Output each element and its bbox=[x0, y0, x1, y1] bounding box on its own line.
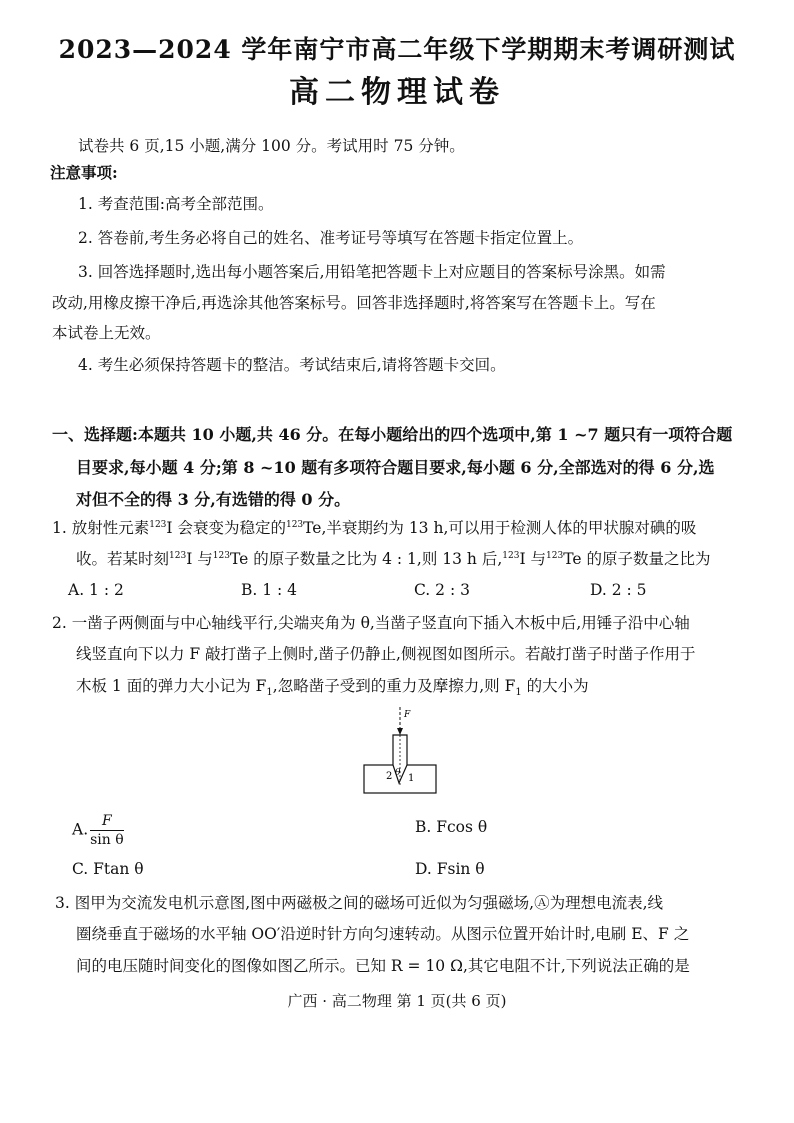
notice-item-3-line1: 3. 回答选择题时,选出每小题答案后,用铅笔把答题卡上对应题目的答案标号涂黑。如需 bbox=[78, 263, 666, 281]
q2-line2: 线竖直向下以力 F 敲打凿子上侧时,凿子仍静止,侧视图如图所示。若敲打凿子时凿子作用于 bbox=[76, 645, 696, 663]
notice-item-1: 1. 考查范围:高考全部范围。 bbox=[78, 195, 274, 213]
q1-option-c: C. 2 : 3 bbox=[414, 581, 470, 599]
q2-option-c: C. Ftan θ bbox=[72, 860, 144, 878]
section1-line2: 目要求,每小题 4 分;第 8 ~10 题有多项符合题目要求,每小题 6 分,全部选对的得 6 分,选 bbox=[76, 458, 715, 477]
intro-text: 试卷共 6 页,15 小题,满分 100 分。考试用时 75 分钟。 bbox=[78, 137, 465, 155]
q2-option-a: A. $\frac{F}{\text{sin θ}}$ bbox=[72, 813, 124, 848]
q2-line3: 木板 1 面的弹力大小记为 $F_1$,忽略凿子受到的重力及摩擦力,则 $F_1$ 的大小为 bbox=[76, 677, 589, 699]
q2-line1: 2. 一凿子两侧面与中心轴线平行,尖端夹角为 θ,当凿子竖直向下插入木板中后,用锤子沿中心轴 bbox=[52, 614, 690, 632]
notice-heading: 注意事项: bbox=[50, 163, 118, 182]
notice-item-3-line3: 本试卷上无效。 bbox=[52, 324, 161, 342]
section1-line1: 一、选择题:本题共 10 小题,共 46 分。在每小题给出的四个选项中,第 1 ~7 题只有一项符合题 bbox=[52, 425, 733, 444]
exam-subtitle: 高二物理试卷 bbox=[289, 75, 505, 110]
q1-line2: 收。若某时刻$^{123}$I 与$^{123}$Te 的原子数量之比为 4 : 1,则 13 h 后,$^{123}$I 与$^{123}$Te 的原子数量之比为 bbox=[76, 550, 711, 568]
q1-option-b: B. 1 : 4 bbox=[241, 581, 298, 599]
force-arrowhead bbox=[397, 728, 403, 735]
section1-line3: 对但不全的得 3 分,有选错的得 0 分。 bbox=[76, 490, 351, 509]
chisel-figure bbox=[362, 705, 438, 795]
fig-label-f: F bbox=[404, 710, 411, 720]
exam-title: 2023—2024 学年南宁市高二年级下学期期末考调研测试 bbox=[58, 35, 736, 64]
notice-item-2: 2. 答卷前,考生务必将自己的姓名、准考证号等填写在答题卡指定位置上。 bbox=[78, 229, 584, 247]
fig-label-1: 1 bbox=[408, 773, 415, 784]
q3-line2: 圈绕垂直于磁场的水平轴 OO′沿逆时针方向匀速转动。从图示位置开始计时,电刷 E、F 之 bbox=[76, 925, 690, 943]
q1-option-a: A. 1 : 2 bbox=[68, 581, 124, 599]
fig-label-2: 2 bbox=[386, 771, 393, 782]
page-footer: 广西 · 高二物理 第 1 页(共 6 页) bbox=[287, 992, 507, 1010]
q3-line3: 间的电压随时间变化的图像如图乙所示。已知 R = 10 Ω,其它电阻不计,下列说法正确的是 bbox=[76, 957, 690, 975]
q1-line1: 1. 放射性元素$^{123}$I 会衰变为稳定的$^{123}$Te,半衰期约为 13 h,可以用于检测人体的甲状腺对碘的吸 bbox=[52, 519, 697, 537]
q2-option-d: D. Fsin θ bbox=[415, 860, 485, 878]
q3-line1: 3. 图甲为交流发电机示意图,图中两磁极之间的磁场可近似为匀强磁场,Ⓐ为理想电流表,线 bbox=[55, 894, 663, 912]
q1-option-d: D. 2 : 5 bbox=[590, 581, 647, 599]
fig-label-theta: θ bbox=[395, 768, 401, 778]
notice-item-3-line2: 改动,用橡皮擦干净后,再选涂其他答案标号。回答非选择题时,将答案写在答题卡上。写在 bbox=[52, 294, 656, 312]
notice-item-4: 4. 考生必须保持答题卡的整洁。考试结束后,请将答题卡交回。 bbox=[78, 356, 506, 374]
q2-option-b: B. Fcos θ bbox=[415, 818, 488, 836]
